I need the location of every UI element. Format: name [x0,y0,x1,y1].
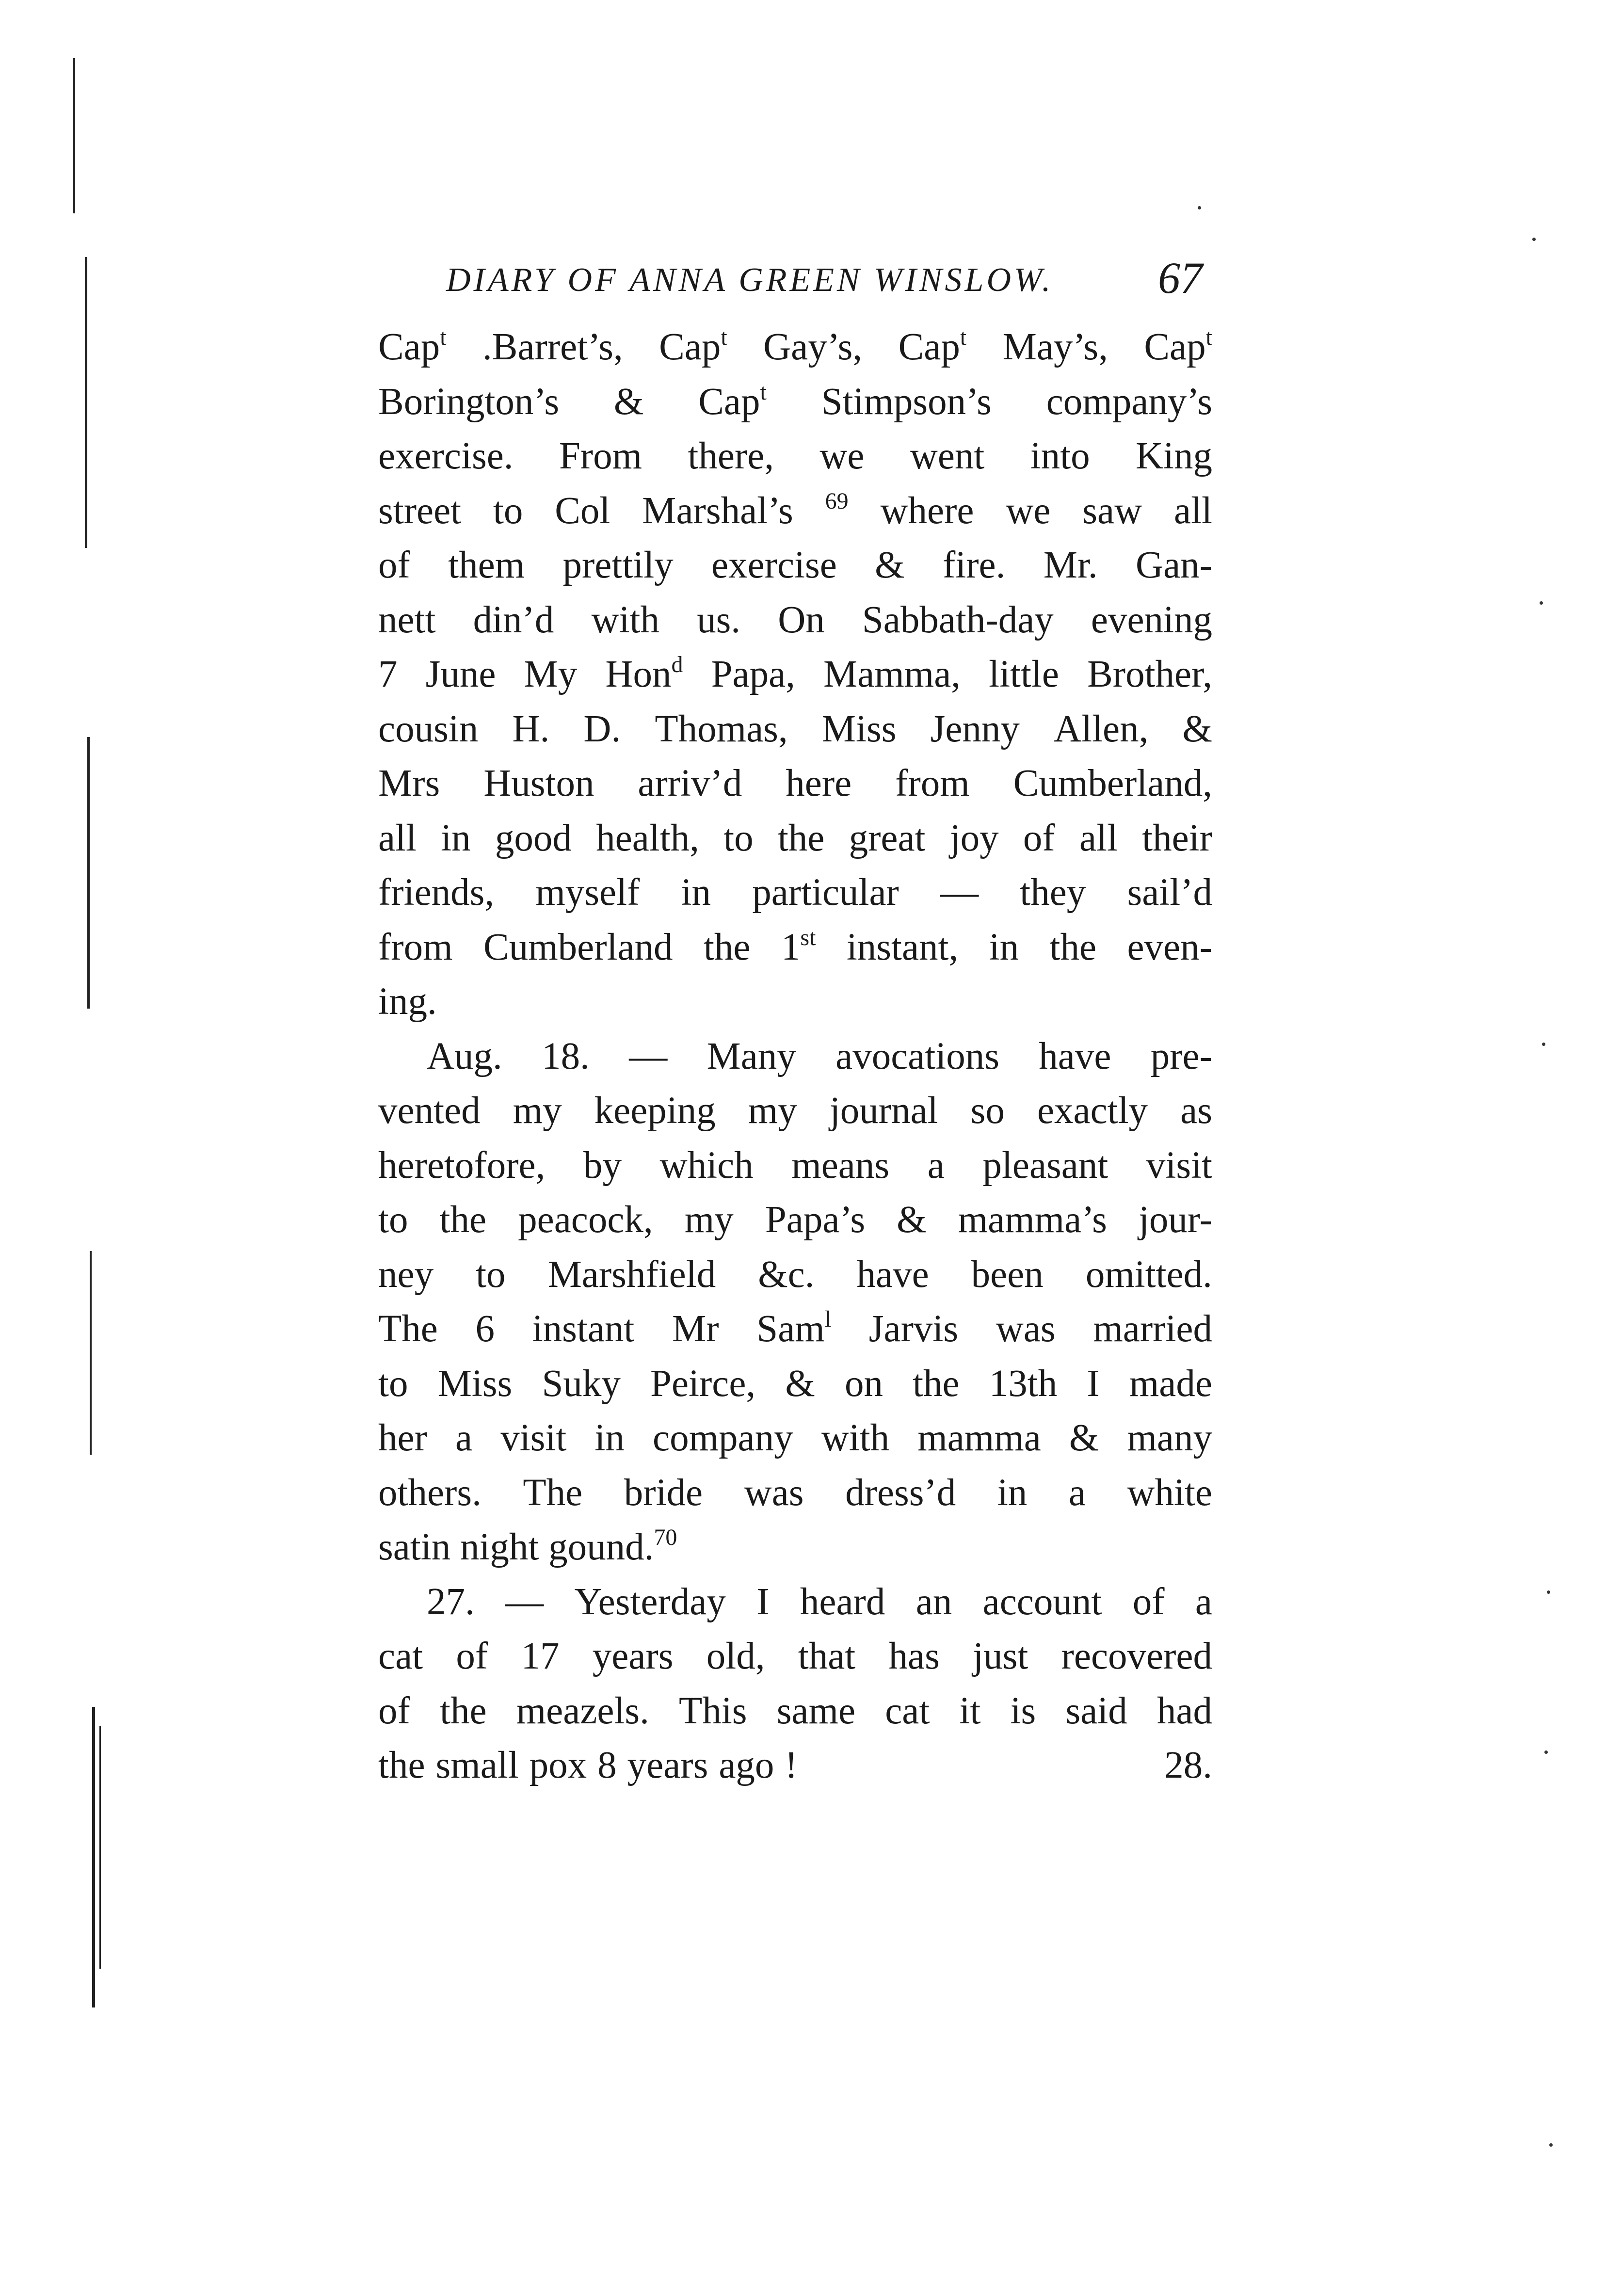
text-word: so [970,1090,1005,1132]
text-line [378,1357,1212,1412]
running-header [446,252,1203,305]
text-word: into [1030,435,1090,477]
text-word: of [378,544,410,586]
text-word: the [378,1744,425,1786]
text-word: 17 [521,1635,560,1677]
text-line [378,811,1212,866]
text-word: of [378,1689,410,1732]
text-word: Marshal’s [642,489,793,532]
text-word: cat [885,1689,930,1732]
scan-speck [1540,601,1543,605]
text-word: means [791,1144,890,1187]
text-word: on [844,1362,883,1405]
scan-speck [1542,1043,1545,1046]
text-word: as [1180,1090,1212,1132]
text-line [378,1684,1212,1739]
text-word: great [849,817,926,859]
text-word: Cumberland, [1013,762,1212,804]
text-line [378,702,1212,757]
text-word: 1st [781,924,816,968]
text-word: an [915,1580,952,1623]
text-word: Thomas, [655,707,788,750]
text-word: that [798,1635,856,1677]
text-word: meazels. [516,1689,649,1732]
text-word: bride [624,1471,703,1514]
text-word: made [1129,1362,1212,1405]
scan-edge-mark [92,1707,95,2007]
text-word: On [778,598,825,641]
text-word: night [460,1526,539,1568]
page-number: 67 [1158,253,1203,303]
text-line [378,593,1212,648]
text-line [378,1629,1212,1684]
text-word: was [996,1308,1056,1350]
text-word: it [959,1689,981,1732]
scan-edge-mark [90,1251,92,1455]
text-word: is [1010,1689,1036,1732]
text-word: 18. [542,1035,590,1077]
text-word: years [592,1635,674,1677]
text-word: gound.$^{70}$ [548,1525,677,1568]
scan-speck [1544,1750,1548,1754]
text-word: which [659,1144,754,1187]
text-word: saw [1082,489,1142,532]
text-word: June [425,653,496,695]
text-word: they [1020,871,1086,914]
text-line [378,1302,1212,1357]
text-word: exercise [711,544,837,586]
text-word: been [971,1253,1044,1296]
text-word: have [856,1253,929,1296]
text-word: Many [707,1035,796,1077]
text-line [378,1139,1212,1193]
text-word: Mr. [1043,544,1098,586]
text-word: myself [535,871,640,914]
text-word: ! [785,1744,798,1786]
scan-edge-mark [99,1726,101,1969]
text-word: a [1068,1471,1086,1514]
text-word: Jenny [930,707,1020,750]
text-word: to [378,1362,408,1405]
text-word: 6 [475,1308,495,1350]
text-line [378,429,1212,484]
text-word: Huston [483,762,594,804]
text-word: many [1127,1417,1212,1459]
text-line [378,756,1212,811]
text-word: small [435,1744,519,1786]
text-word: Cap$^t$ [1144,324,1212,368]
text-word: of [1132,1580,1165,1623]
text-word: of [1023,817,1055,859]
text-word [825,484,849,539]
text-word: peacock, [518,1199,653,1241]
text-word: Peirce, [650,1362,756,1405]
text-word: Papa, [711,653,795,695]
text-word: the [439,1199,487,1241]
scan-edge-mark [87,737,90,1009]
text-line [378,1411,1212,1466]
text-line [378,975,1212,1029]
text-word: ney [378,1253,434,1296]
text-word: omitted. [1085,1253,1212,1296]
text-word: 13th [989,1362,1058,1405]
text-word: them [448,544,525,586]
text-word: I [1087,1362,1100,1405]
text-word: & [897,1199,927,1241]
text-word: avocations [835,1035,999,1077]
text-word: years [627,1744,708,1786]
superscript: st [800,924,816,950]
text-word: — [940,871,979,914]
text-word: a [455,1417,473,1459]
text-word: — [505,1580,544,1623]
text-word: Aug. [427,1035,502,1077]
text-word: 7 [378,653,398,695]
text-word: Jarvis [868,1308,959,1350]
superscript: t [440,324,447,350]
text-word: instant [532,1308,635,1350]
text-word: Col [555,489,610,532]
text-word: in [989,926,1019,968]
superscript: 70 [654,1525,677,1550]
text-word: & [1182,707,1212,750]
text-word: journal [829,1090,938,1132]
text-word: friends, [378,871,495,914]
text-word: mamma [917,1417,1041,1459]
text-line [378,866,1212,920]
text-word: pre- [1150,1035,1212,1077]
text-word: Gay’s, [763,326,863,368]
text-word: fire. [942,544,1006,586]
text-word: visit [500,1417,567,1459]
superscript: t [960,324,967,350]
text-word: & [875,544,905,586]
text-line [378,1084,1212,1139]
text-word: exercise. [378,435,514,477]
text-word: by [583,1144,622,1187]
text-word: keeping [594,1090,716,1132]
text-word: the [440,1689,487,1732]
text-word: visit [1146,1144,1212,1187]
text-word: cat [378,1635,423,1677]
text-word: Stimpson’s [821,380,992,423]
text-word: Marshfield [547,1253,716,1296]
scan-edge-mark [85,257,87,548]
superscript: d [671,652,683,677]
text-word: in [441,817,471,859]
text-word: recovered [1061,1635,1212,1677]
text-word: from [895,762,970,804]
text-word: we [1006,489,1051,532]
text-word: the [703,926,751,968]
text-line [378,1466,1212,1521]
text-word: heretofore, [378,1144,546,1187]
text-word: nett [378,598,436,641]
text-word: white [1127,1471,1212,1514]
text-line [378,920,1212,975]
text-word: had [1156,1689,1212,1732]
scan-speck [1547,1590,1550,1594]
text-word: us. [697,598,741,641]
text-word: my [748,1090,797,1132]
text-word: the [777,817,825,859]
scan-speck [1532,238,1536,241]
text-word: heard [800,1580,885,1623]
text-word: Mr [672,1308,719,1350]
text-word: her [378,1417,427,1459]
text-word: in [594,1417,625,1459]
text-word: to [476,1253,506,1296]
text-line [378,1029,1212,1084]
text-word: Allen, [1054,707,1149,750]
text-word: Mamma, [823,653,961,695]
text-word: said [1065,1689,1127,1732]
text-word: all [1174,489,1212,532]
superscript: l [824,1306,832,1332]
text-word: Cap$^t$ [659,324,727,368]
text-word: good [495,817,572,859]
text-word: to [378,1199,408,1241]
diary-text [378,320,1212,1793]
text-word: sail’d [1127,871,1212,914]
text-word: H. [512,707,550,750]
text-word: same [776,1689,856,1732]
text-word: in [681,871,711,914]
text-word: This [679,1689,747,1732]
text-line [378,320,1212,375]
text-word: here [786,762,852,804]
text-line [378,538,1212,593]
text-word: — [629,1035,668,1077]
text-word: all [378,817,417,859]
text-word: Sam$^l$ [756,1306,832,1350]
text-word: The [523,1471,583,1514]
text-word: Hon$^d$ [605,652,683,695]
text-word: Miss [821,707,897,750]
text-line [378,1575,1212,1630]
text-line [378,647,1212,702]
text-word: vented [378,1090,481,1132]
text-word: the [913,1362,960,1405]
text-word: Papa’s [765,1199,866,1241]
text-word: cousin [378,707,479,750]
text-word: went [910,435,985,477]
text-line [378,1738,1212,1793]
text-word: street [378,489,462,532]
scan-edge-mark [73,58,75,213]
text-word: their [1142,817,1212,859]
text-word: there, [688,435,774,477]
text-word: others. [378,1471,482,1514]
text-word: company [653,1417,793,1459]
text-word: .Barret’s, [482,326,623,368]
text-word: mamma’s [958,1199,1107,1241]
text-word: arriv’d [638,762,742,804]
superscript: t [760,379,767,405]
text-line [378,375,1212,430]
text-word: ago [719,1744,774,1786]
text-word: little [989,653,1059,695]
text-word: Borington’s [378,380,560,423]
text-word: all [1079,817,1118,859]
text-word: joy [949,817,999,859]
text-word: old, [706,1635,765,1677]
text-word: dress’d [845,1471,956,1514]
text-word: satin [378,1526,451,1568]
text-word: jour- [1138,1199,1212,1241]
text-word: we [819,435,865,477]
scan-speck [1549,2143,1553,2147]
text-line [378,1193,1212,1248]
text-word: Cumberland [483,926,673,968]
text-word: from [378,926,453,968]
text-word: exactly [1037,1090,1148,1132]
text-word: Sabbath-day [862,598,1054,641]
text-word: Brother, [1087,653,1212,695]
superscript: 69 [825,488,849,514]
text-word: & [1069,1417,1099,1459]
text-word: account [982,1580,1102,1623]
text-word: a [1195,1580,1212,1623]
text-word: 8 [597,1744,617,1786]
text-word: Cap$^t$ [898,324,967,368]
text-line [378,484,1212,539]
text-word: married [1093,1308,1212,1350]
text-word: particular [752,871,899,914]
text-word: King [1135,435,1212,477]
text-word: with [591,598,659,641]
text-word: of [456,1635,488,1677]
text-word: health, [596,817,699,859]
text-word: din’d [473,598,554,641]
text-word: &c. [758,1253,815,1296]
text-word: The [378,1308,438,1350]
text-word: 27. [427,1580,475,1623]
text-word: was [744,1471,804,1514]
text-word: the [1049,926,1097,968]
text-word: have [1039,1035,1111,1077]
text-word: ing. [378,980,437,1023]
text-word: evening [1091,598,1212,641]
superscript: t [1205,324,1212,350]
text-word: My [524,653,578,695]
text-word: Miss [437,1362,513,1405]
text-word: Suky [542,1362,621,1405]
text-word: Yesterday [574,1580,726,1623]
scan-speck [1198,206,1201,209]
text-word: & [613,380,644,423]
text-word: a [927,1144,945,1187]
text-word: my [513,1090,562,1132]
text-line [378,1520,1212,1575]
text-word: May’s, [1002,326,1108,368]
text-word: company’s [1046,380,1212,423]
catchword: 28. [1164,1744,1212,1786]
text-word: From [559,435,642,477]
text-word: with [821,1417,890,1459]
running-head-title: DIARY OF ANNA GREEN WINSLOW. [446,261,1054,299]
text-word: Cap$^t$ [698,379,767,423]
text-word: to [723,817,754,859]
superscript: t [721,324,727,350]
text-word: my [684,1199,734,1241]
text-word: Mrs [378,762,440,804]
text-word: in [997,1471,1028,1514]
text-word: just [973,1635,1028,1677]
text-word: to [493,489,523,532]
text-word: I [756,1580,770,1623]
text-word: Gan- [1136,544,1212,586]
text-word: where [880,489,974,532]
text-word: even- [1127,926,1212,968]
text-word: instant, [846,926,959,968]
text-word: & [785,1362,815,1405]
text-word: pox [529,1744,587,1786]
text-word: has [888,1635,940,1677]
text-word: pleasant [982,1144,1108,1187]
text-word: D. [583,707,621,750]
text-word: prettily [562,544,674,586]
text-word: Cap$^t$ [378,324,447,368]
text-line [378,1248,1212,1302]
